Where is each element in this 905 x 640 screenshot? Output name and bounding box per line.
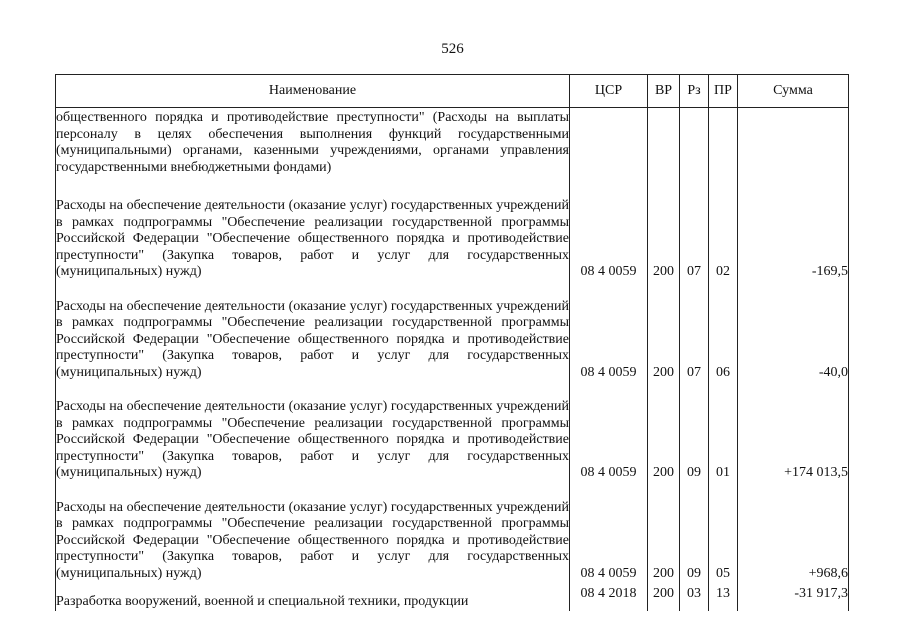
row-vr: 200 xyxy=(648,381,680,482)
row-csr: 08 4 0059 xyxy=(570,381,648,482)
row-rz: 03 xyxy=(680,582,709,611)
row-name: Расходы на обеспечение деятельности (оказание услуг) государственных учреждений в рамках подпрограммы "Обеспечение реализации государственной программы Российской Федерации "Обеспечение общественного порядка и противодействие преступности" (Закупка товаров, работ и услуг для государственных (муниципальных) нужд) xyxy=(56,482,570,583)
row-rz: 09 xyxy=(680,482,709,583)
row-csr: 08 4 0059 xyxy=(570,281,648,382)
row-csr: 08 4 0059 xyxy=(570,482,648,583)
table-row xyxy=(56,482,849,583)
row-sum: +174 013,5 xyxy=(738,381,849,482)
row-pr xyxy=(709,108,738,181)
row-rz: 07 xyxy=(680,281,709,382)
row-rz xyxy=(680,108,709,181)
row-vr: 200 xyxy=(648,281,680,382)
header-csr: ЦСР xyxy=(570,75,648,108)
row-name: Расходы на обеспечение деятельности (оказание услуг) государственных учреждений в рамках подпрограммы "Обеспечение реализации государственной программы Российской Федерации "Обеспечение общественного порядка и противодействие преступности" (Закупка товаров, работ и услуг для государственных (муниципальных) нужд) xyxy=(56,281,570,382)
row-vr xyxy=(648,108,680,181)
header-vr: ВР xyxy=(648,75,680,108)
row-name: общественного порядка и противодействие преступности" (Расходы на выплаты персоналу в целях обеспечения выполнения функций государственными (муниципальными) органами, казенными учреждениями, органами управления государственными внебюджетными фондами) xyxy=(56,108,570,181)
budget-table xyxy=(55,74,849,611)
row-pr: 05 xyxy=(709,482,738,583)
header-sum: Сумма xyxy=(738,75,849,108)
row-csr: 08 4 0059 xyxy=(570,180,648,281)
table-header xyxy=(56,75,849,108)
table-row xyxy=(56,108,849,181)
page-number: 526 xyxy=(441,41,464,57)
row-pr: 13 xyxy=(709,582,738,611)
row-sum: +968,6 xyxy=(738,482,849,583)
row-sum: -31 917,3 xyxy=(738,582,849,611)
row-vr: 200 xyxy=(648,180,680,281)
row-sum: -40,0 xyxy=(738,281,849,382)
row-csr xyxy=(570,108,648,181)
row-pr: 01 xyxy=(709,381,738,482)
table-row xyxy=(56,381,849,482)
row-vr: 200 xyxy=(648,582,680,611)
row-pr: 02 xyxy=(709,180,738,281)
row-sum: -169,5 xyxy=(738,180,849,281)
row-rz: 09 xyxy=(680,381,709,482)
row-csr: 08 4 2018 xyxy=(570,582,648,611)
row-pr: 06 xyxy=(709,281,738,382)
row-rz: 07 xyxy=(680,180,709,281)
row-sum xyxy=(738,108,849,181)
header-name: Наименование xyxy=(56,75,570,108)
row-name: Расходы на обеспечение деятельности (оказание услуг) государственных учреждений в рамках подпрограммы "Обеспечение реализации государственной программы Российской Федерации "Обеспечение общественного порядка и противодействие преступности" (Закупка товаров, работ и услуг для государственных (муниципальных) нужд) xyxy=(56,381,570,482)
table-row xyxy=(56,582,849,611)
table-row xyxy=(56,180,849,281)
row-name: Разработка вооружений, военной и специальной техники, продукции xyxy=(56,582,570,611)
header-pr: ПР xyxy=(709,75,738,108)
header-rz: Рз xyxy=(680,75,709,108)
row-name: Расходы на обеспечение деятельности (оказание услуг) государственных учреждений в рамках подпрограммы "Обеспечение реализации государственной программы Российской Федерации "Обеспечение общественного порядка и противодействие преступности" (Закупка товаров, работ и услуг для государственных (муниципальных) нужд) xyxy=(56,180,570,281)
table-row xyxy=(56,281,849,382)
row-vr: 200 xyxy=(648,482,680,583)
